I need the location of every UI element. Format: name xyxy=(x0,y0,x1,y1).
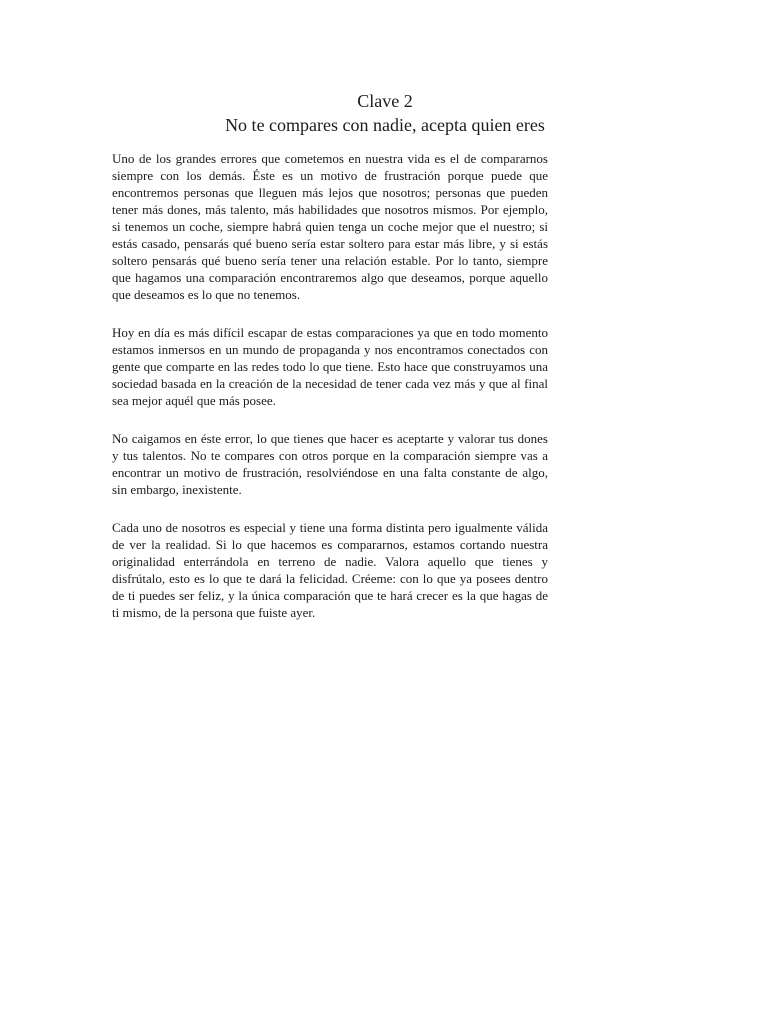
paragraph-3: No caigamos en éste error, lo que tienes que hacer es aceptarte y valorar tus dones y tus talentos. No te compares con otros porque en la comparación siempre vas a encontrar un motivo de frustración, resolviéndose en una falta constante de algo, sin embargo, inexistente. xyxy=(112,431,548,497)
paragraph-2: Hoy en día es más difícil escapar de estas comparaciones ya que en todo momento estamos inmersos en un mundo de propaganda y nos encontramos conectados con gente que comparte en las redes todo lo que tiene. Esto hace que construyamos una sociedad basada en la creación de la necesidad de tener cada vez más y que al final sea mejor aquél que más posee. xyxy=(112,325,548,408)
chapter-title: No te compares con nadie, acepta quien eres xyxy=(225,115,545,135)
chapter-body xyxy=(112,150,548,642)
paragraph-4: Cada uno de nosotros es especial y tiene una forma distinta pero igualmente válida de ver la realidad. Si lo que hacemos es compararnos, estamos cortando nuestra originalidad enterrándola en terreno de nadie. Valora aquello que tienes y disfrútalo, esto es lo que te dará la felicidad. Créeme: con lo que ya posees dentro de ti puedes ser feliz, y la única comparación que te hará crecer es la que hagas de ti mismo, de la persona que fuiste ayer. xyxy=(112,520,548,620)
paragraph-1: Uno de los grandes errores que cometemos en nuestra vida es el de compararnos siempre con los demás. Éste es un motivo de frustración porque puede que encontremos personas que lleguen más lejos que nosotros; personas que pueden tener más dones, más talento, más habilidades que nosotros mismos. Por ejemplo, si tenemos un coche, siempre habrá quien tenga un coche mejor que el nuestro; si estás casado, pensarás qué bueno sería estar soltero para estar más libre, y si estás soltero pensarás qué bueno sería tener una relación estable. Por lo tanto, siempre que hagamos una comparación encontraremos algo que deseamos, porque aquello que deseamos es lo que no tenemos. xyxy=(112,151,548,302)
chapter-label: Clave 2 xyxy=(357,91,413,111)
